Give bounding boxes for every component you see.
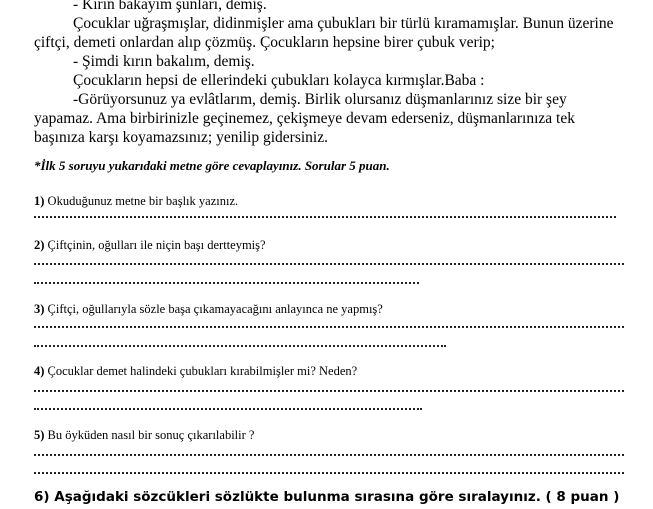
answer-line[interactable] xyxy=(34,343,446,347)
story-line: başınıza karşı koyamazsınız; yenilip gidersiniz. xyxy=(34,129,328,146)
question-text: Çiftçi, oğullarıyla sözle başa çıkamayacağını anlayınca ne yapmış? xyxy=(47,302,383,316)
story-line: yapamaz. Ama birbirinizle geçinemez, çekişmeye devam ederseniz, düşmanlarınıza tek xyxy=(34,110,575,127)
question-number: 4) xyxy=(34,364,45,378)
question-text: Bu öyküden nasıl bir sonuç çıkarılabilir ? xyxy=(47,428,255,442)
answer-line[interactable] xyxy=(34,261,624,265)
question-3 xyxy=(34,302,383,317)
story-line: Çocukların hepsi de ellerindeki çubukları kolayca kırmışlar.Baba : xyxy=(73,72,485,89)
question-text: Çocuklar demet halindeki çubukları kırabilmişler mi? Neden? xyxy=(47,364,358,378)
question-number: 1) xyxy=(34,194,45,208)
question-text: Okuduğunuz metne bir başlık yazınız. xyxy=(47,194,239,208)
question-4 xyxy=(34,364,357,379)
question-number: 5) xyxy=(34,428,45,442)
story-line: çiftçi, demeti onlardan alıp çözmüş. Çocukların hepsine birer çubuk verip; xyxy=(34,34,495,51)
answer-line[interactable] xyxy=(34,470,624,474)
answer-line[interactable] xyxy=(34,388,624,392)
answer-line[interactable] xyxy=(34,214,616,218)
question-1 xyxy=(34,194,238,209)
story-line: - Şimdi kırın bakalım, demiş. xyxy=(73,53,255,70)
question-number: 3) xyxy=(34,302,45,316)
question-5 xyxy=(34,428,254,443)
question-number: 6) xyxy=(34,489,50,505)
question-number: 2) xyxy=(34,238,45,252)
question-text: Çiftçinin, oğulları ile niçin başı dertteymiş? xyxy=(47,238,266,252)
story-line: -Görüyorsunuz ya evlâtlarım, demiş. Birlik olursanız düşmanlarınız size bir şey xyxy=(73,91,567,108)
story-line: Çocuklar uğraşmışlar, didinmişler ama çubukları bir türlü kıramamışlar. Bunun üzerine xyxy=(73,15,614,32)
answer-line[interactable] xyxy=(34,452,624,456)
question-2 xyxy=(34,238,266,253)
question-6 xyxy=(34,489,619,505)
answer-line[interactable] xyxy=(34,280,419,284)
answer-line[interactable] xyxy=(34,324,624,328)
instruction-text: *İlk 5 soruyu yukarıdaki metne göre cevaplayınız. Sorular 5 puan. xyxy=(34,158,390,173)
answer-line[interactable] xyxy=(34,406,422,410)
story-line: - Kırın bakayım şunları, demiş. xyxy=(73,0,267,13)
question-text: Aşağıdaki sözcükleri sözlükte bulunma sırasına göre sıralayınız. ( 8 puan ) xyxy=(54,489,620,505)
